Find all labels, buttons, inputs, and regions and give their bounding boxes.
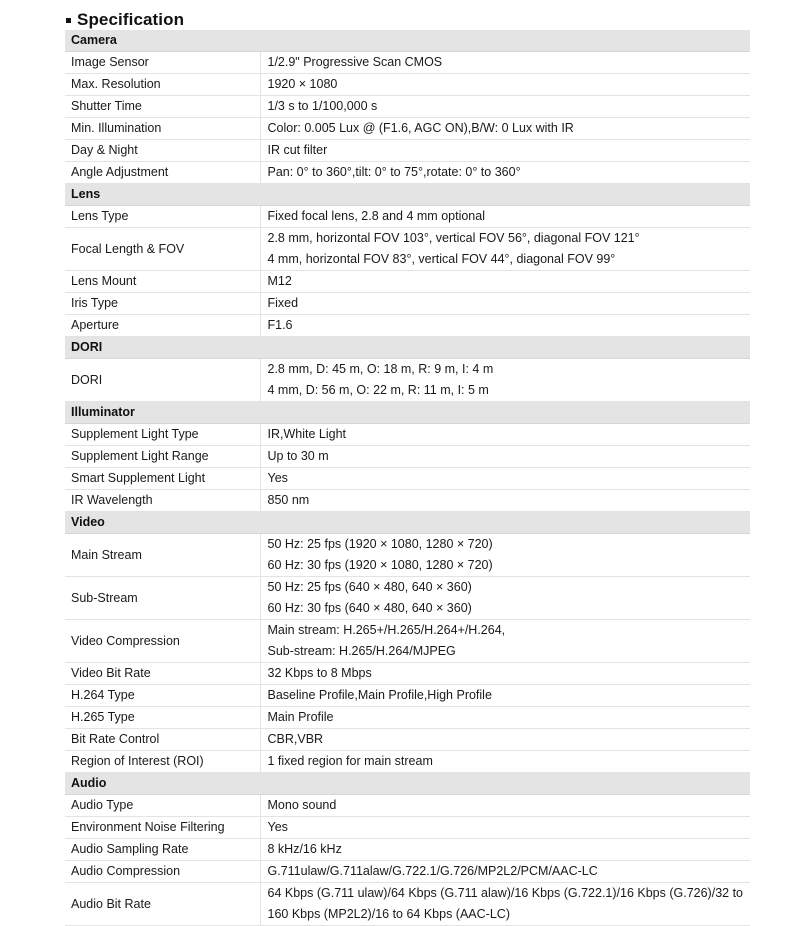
table-row (65, 468, 750, 490)
table-row (65, 817, 750, 839)
table-row (65, 162, 750, 184)
spec-label: Bit Rate Control (65, 729, 260, 751)
spec-value-line: F1.6 (267, 318, 293, 332)
table-row (65, 839, 750, 861)
spec-label: Region of Interest (ROI) (65, 751, 260, 773)
spec-label: Audio Bit Rate (65, 883, 260, 926)
spec-label: Angle Adjustment (65, 162, 260, 184)
table-row (65, 883, 750, 926)
spec-label: Sub-Stream (65, 577, 260, 620)
spec-value-line: 60 Hz: 30 fps (640 × 480, 640 × 360) (267, 601, 472, 615)
spec-value (260, 96, 750, 118)
spec-label: Iris Type (65, 293, 260, 315)
table-row (65, 707, 750, 729)
table-row (65, 140, 750, 162)
table-row (65, 293, 750, 315)
spec-value (260, 118, 750, 140)
section-header-row (65, 402, 750, 424)
spec-label: Image Sensor (65, 52, 260, 74)
spec-value (260, 534, 750, 577)
table-row (65, 577, 750, 620)
table-row (65, 534, 750, 577)
table-row (65, 206, 750, 228)
spec-value (260, 468, 750, 490)
spec-label: Lens Type (65, 206, 260, 228)
spec-value (260, 795, 750, 817)
spec-label: Max. Resolution (65, 74, 260, 96)
spec-label: Aperture (65, 315, 260, 337)
spec-label: Shutter Time (65, 96, 260, 118)
spec-label: Video Bit Rate (65, 663, 260, 685)
spec-value (260, 206, 750, 228)
spec-value (260, 839, 750, 861)
spec-value (260, 577, 750, 620)
table-row (65, 751, 750, 773)
section-title: Lens (65, 184, 750, 206)
spec-value-line: 1 fixed region for main stream (267, 754, 433, 768)
section-title: Illuminator (65, 402, 750, 424)
spec-label: Min. Illumination (65, 118, 260, 140)
table-row (65, 729, 750, 751)
spec-value-line: CBR,VBR (267, 732, 324, 746)
spec-label: Environment Noise Filtering (65, 817, 260, 839)
spec-value (260, 817, 750, 839)
spec-value (260, 271, 750, 293)
spec-value-line: Fixed (267, 296, 299, 310)
section-header-row (65, 184, 750, 206)
table-row (65, 446, 750, 468)
table-row (65, 74, 750, 96)
spec-label: Smart Supplement Light (65, 468, 260, 490)
section-header-row (65, 337, 750, 359)
spec-value-line: G.711ulaw/G.711alaw/G.722.1/G.726/MP2L2/PCM/AAC-LC (267, 864, 598, 878)
spec-value-line: 64 Kbps (G.711 ulaw)/64 Kbps (G.711 alaw)/16 Kbps (G.722.1)/16 Kbps (G.726)/32 to (267, 886, 743, 900)
spec-value (260, 424, 750, 446)
spec-value (260, 315, 750, 337)
section-header-row (65, 30, 750, 52)
spec-label: Lens Mount (65, 271, 260, 293)
spec-value (260, 620, 750, 663)
spec-value-line: Main stream: H.265+/H.265/H.264+/H.264, (267, 623, 506, 637)
spec-value-line: Baseline Profile,Main Profile,High Profile (267, 688, 492, 702)
page-title: Specification (77, 10, 185, 29)
spec-value-line: 50 Hz: 25 fps (640 × 480, 640 × 360) (267, 580, 472, 594)
table-row (65, 118, 750, 140)
table-row (65, 663, 750, 685)
section-title: DORI (65, 337, 750, 359)
spec-value-line: 2.8 mm, D: 45 m, O: 18 m, R: 9 m, I: 4 m (267, 362, 494, 376)
bullet-square-icon (66, 18, 71, 23)
spec-value-line: 4 mm, horizontal FOV 83°, vertical FOV 44°, diagonal FOV 99° (267, 252, 616, 266)
table-row (65, 685, 750, 707)
spec-value (260, 707, 750, 729)
spec-value (260, 861, 750, 883)
spec-value-line: Sub-stream: H.265/H.264/MJPEG (267, 644, 456, 658)
spec-value-line: 1920 × 1080 (267, 77, 338, 91)
table-row (65, 795, 750, 817)
spec-value (260, 883, 750, 926)
spec-value-line: M12 (267, 274, 292, 288)
spec-label: Video Compression (65, 620, 260, 663)
spec-value (260, 74, 750, 96)
spec-value-line: 8 kHz/16 kHz (267, 842, 342, 856)
spec-value-line: IR cut filter (267, 143, 328, 157)
section-header-row (65, 512, 750, 534)
spec-value (260, 359, 750, 402)
spec-value-line: 160 Kbps (MP2L2)/16 to 64 Kbps (AAC-LC) (267, 907, 510, 921)
spec-value (260, 663, 750, 685)
spec-value-line: Yes (267, 471, 288, 485)
spec-table-body (65, 30, 750, 926)
table-row (65, 861, 750, 883)
spec-label: Audio Type (65, 795, 260, 817)
table-row (65, 620, 750, 663)
table-row (65, 490, 750, 512)
spec-value-line: 60 Hz: 30 fps (1920 × 1080, 1280 × 720) (267, 558, 493, 572)
spec-value (260, 685, 750, 707)
table-row (65, 228, 750, 271)
spec-value (260, 228, 750, 271)
table-row (65, 315, 750, 337)
spec-value (260, 490, 750, 512)
section-title: Audio (65, 773, 750, 795)
spec-value-line: 4 mm, D: 56 m, O: 22 m, R: 11 m, I: 5 m (267, 383, 489, 397)
spec-value-line: Mono sound (267, 798, 337, 812)
spec-value (260, 729, 750, 751)
spec-value-line: 32 Kbps to 8 Mbps (267, 666, 372, 680)
spec-value (260, 140, 750, 162)
spec-value-line: 850 nm (267, 493, 310, 507)
spec-label: DORI (65, 359, 260, 402)
spec-value-line: 1/3 s to 1/100,000 s (267, 99, 378, 113)
section-title: Video (65, 512, 750, 534)
spec-label: Main Stream (65, 534, 260, 577)
spec-value-line: Pan: 0° to 360°,tilt: 0° to 75°,rotate: 0° to 360° (267, 165, 521, 179)
table-row (65, 271, 750, 293)
spec-value-line: Yes (267, 820, 288, 834)
spec-value (260, 293, 750, 315)
spec-value (260, 446, 750, 468)
spec-heading (66, 9, 184, 31)
spec-value (260, 751, 750, 773)
spec-value-line: 1/2.9" Progressive Scan CMOS (267, 55, 443, 69)
spec-label: H.265 Type (65, 707, 260, 729)
spec-value (260, 162, 750, 184)
spec-value-line: Fixed focal lens, 2.8 and 4 mm optional (267, 209, 485, 223)
spec-label: IR Wavelength (65, 490, 260, 512)
spec-label: Audio Compression (65, 861, 260, 883)
spec-table (65, 30, 750, 926)
spec-value-line: 2.8 mm, horizontal FOV 103°, vertical FOV 56°, diagonal FOV 121° (267, 231, 640, 245)
spec-label: Day & Night (65, 140, 260, 162)
spec-value-line: Main Profile (267, 710, 334, 724)
table-row (65, 52, 750, 74)
section-title: Camera (65, 30, 750, 52)
spec-label: Supplement Light Range (65, 446, 260, 468)
spec-value-line: IR,White Light (267, 427, 347, 441)
spec-value (260, 52, 750, 74)
section-header-row (65, 773, 750, 795)
spec-value-line: Up to 30 m (267, 449, 329, 463)
spec-value-line: 50 Hz: 25 fps (1920 × 1080, 1280 × 720) (267, 537, 493, 551)
spec-value-line: Color: 0.005 Lux @ (F1.6, AGC ON),B/W: 0 Lux with IR (267, 121, 574, 135)
table-row (65, 359, 750, 402)
spec-label: Focal Length & FOV (65, 228, 260, 271)
spec-label: Supplement Light Type (65, 424, 260, 446)
spec-label: H.264 Type (65, 685, 260, 707)
table-row (65, 424, 750, 446)
table-row (65, 96, 750, 118)
spec-label: Audio Sampling Rate (65, 839, 260, 861)
